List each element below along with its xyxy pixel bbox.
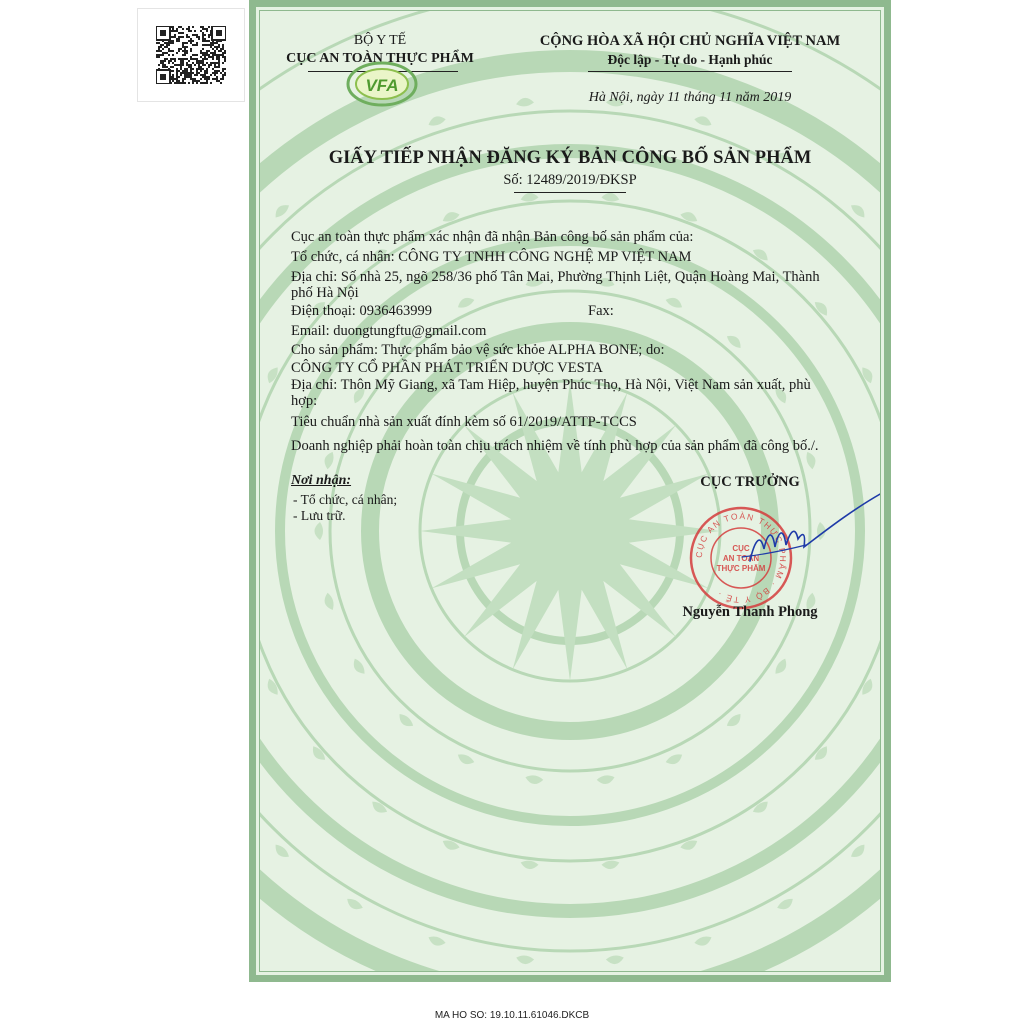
qr-code-icon: [156, 26, 226, 84]
fax-text: Fax:: [588, 303, 614, 319]
handwritten-signature: [720, 487, 881, 577]
certificate-inner: [259, 10, 881, 972]
qr-code-box: [137, 8, 245, 102]
svg-text:AN TOÀN: AN TOÀN: [722, 554, 760, 563]
vfa-logo: [346, 61, 418, 107]
header-right-rule: [588, 71, 792, 72]
recipient-item: - Tổ chức, cá nhân;: [293, 492, 398, 507]
svg-text:THỰC PHẨM: THỰC PHẨM: [716, 564, 766, 573]
standard-text: Tiêu chuẩn nhà sản xuất đính kèm số 61/2019/ATTP-TCCS: [291, 414, 637, 430]
svg-text:CỤC: CỤC: [732, 544, 750, 553]
address-line: phố Hà Nội: [291, 285, 359, 301]
responsibility-text: Doanh nghiệp phải hoàn toàn chịu trách nhiệm về tính phù hợp của sản phẩm đã công bố./.: [291, 438, 819, 454]
record-code: MA HO SO: 19.10.11.61046.DKCB: [434, 1010, 590, 1021]
address-line: hợp:: [291, 393, 318, 409]
address-line: Địa chỉ: Số nhà 25, ngõ 258/36 phố Tân Mai, Phường Thịnh Liệt, Quận Hoàng Mai, Thành: [291, 269, 820, 285]
country-name: CỘNG HÒA XÃ HỘI CHỦ NGHĨA VIỆT NAM: [539, 33, 841, 49]
signer-title: CỤC TRƯỞNG: [700, 474, 800, 490]
ministry-name: BỘ Y TẾ: [353, 33, 407, 48]
department-name: CỤC AN TOÀN THỰC PHẨM: [286, 51, 474, 66]
document-number: Số: 12489/2019/ĐKSP: [503, 172, 637, 188]
signer-name: Nguyễn Thanh Phong: [682, 604, 818, 620]
svg-text:CỤC AN TOÀN THỰC PHẨM · BỘ Y T: CỤC AN TOÀN THỰC PHẨM · BỘ Y TẾ ·: [693, 510, 789, 606]
document-title: GIẤY TIẾP NHẬN ĐĂNG KÝ BẢN CÔNG BỐ SẢN PHẨM: [328, 148, 812, 168]
phone-text: Điện thoại: 0936463999: [291, 303, 432, 319]
manufacturer-text: CÔNG TY CỔ PHẦN PHÁT TRIỂN DƯỢC VESTA: [291, 360, 603, 376]
issue-date: Hà Nội, ngày 11 tháng 11 năm 2019: [588, 90, 792, 105]
certificate-sheet: [249, 0, 891, 982]
email-text: Email: duongtungftu@gmail.com: [291, 323, 487, 339]
recipient-item: - Lưu trữ.: [293, 508, 346, 523]
national-motto: Độc lập - Tự do - Hạnh phúc: [607, 52, 773, 67]
intro-text: Cục an toàn thực phẩm xác nhận đã nhận Bản công bố sản phẩm của:: [291, 229, 694, 245]
address-line: Địa chỉ: Thôn Mỹ Giang, xã Tam Hiệp, huyện Phúc Thọ, Hà Nội, Việt Nam sản xuất, phù: [291, 377, 811, 393]
organization-text: Tổ chức, cá nhân: CÔNG TY TNHH CÔNG NGHỆ MP VIỆT NAM: [291, 249, 692, 265]
title-rule: [514, 192, 626, 193]
recipients-label: Nơi nhận:: [291, 473, 352, 488]
product-text: Cho sản phẩm: Thực phẩm bảo vệ sức khỏe ALPHA BONE; do:: [291, 342, 665, 358]
svg-text:VFA: VFA: [365, 76, 399, 95]
